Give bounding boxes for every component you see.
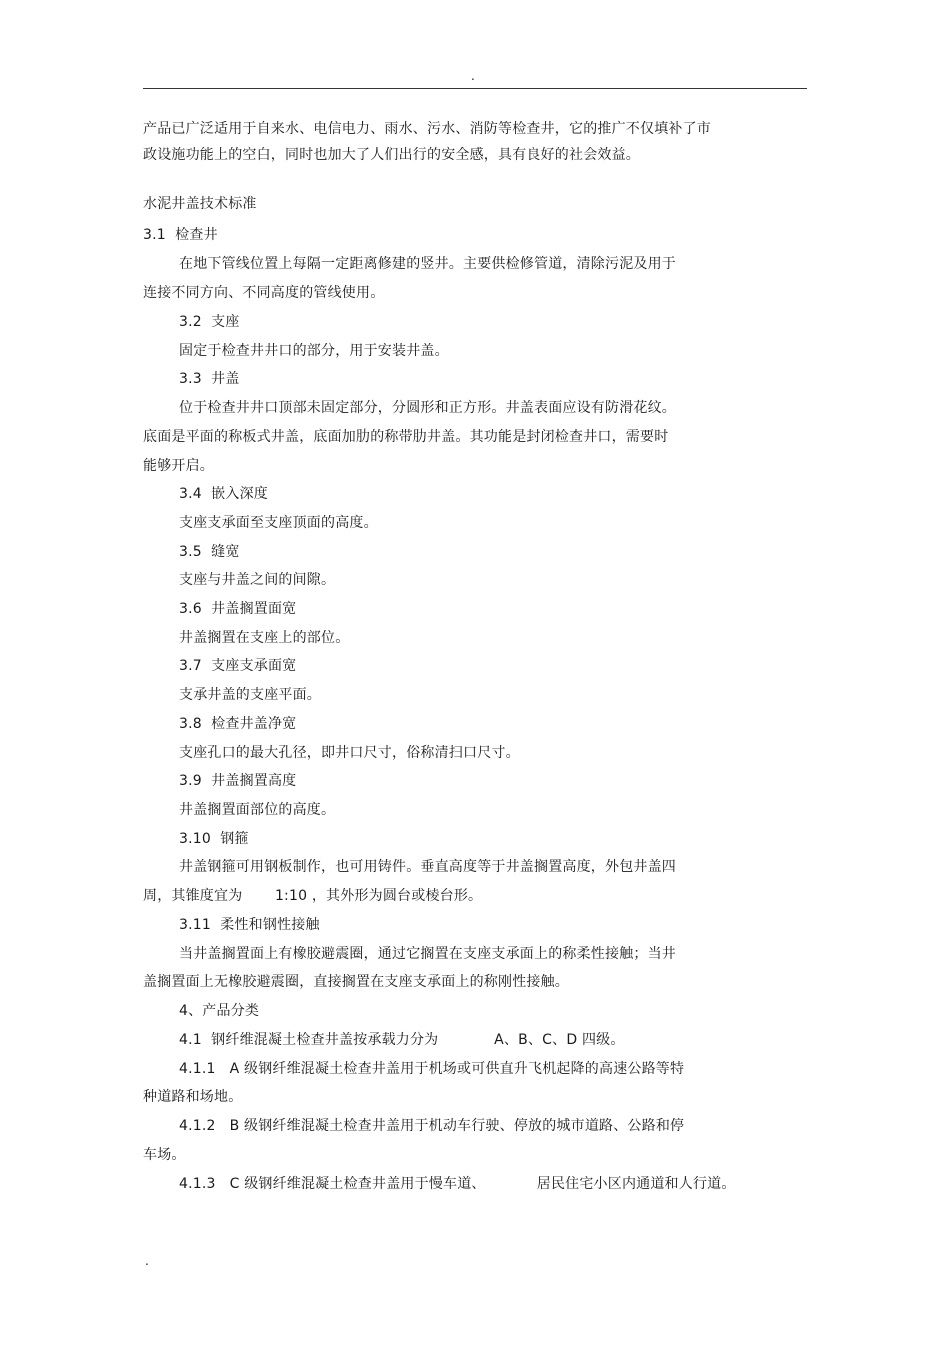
text-line: 井盖搁置面部位的高度。 <box>179 802 336 818</box>
section-heading: 4、产品分类 <box>179 1003 260 1019</box>
clause-heading: 3.7 支座支承面宽 <box>179 658 297 674</box>
text-line: 井盖搁置在支座上的部位。 <box>179 630 350 646</box>
clause-heading: 3.5 缝宽 <box>179 544 240 560</box>
text-line: 盖搁置面上无橡胶避震圈，直接搁置在支座支承面上的称刚性接触。 <box>143 974 569 990</box>
clause-heading: 3.10 钢箍 <box>179 831 249 847</box>
text-line: 底面是平面的称板式井盖，底面加肋的称带肋井盖。其功能是封闭检查井口，需要时 <box>143 429 669 445</box>
clause-heading: 3.3 井盖 <box>179 371 240 387</box>
footer-mark: . <box>145 1254 149 1268</box>
text-line: 连接不同方向、不同高度的管线使用。 <box>143 285 385 301</box>
text-line: 固定于检查井井口的部分，用于安装井盖。 <box>179 343 449 359</box>
clause-heading: 3.2 支座 <box>179 314 240 330</box>
text-line: 位于检查井井口顶部未固定部分，分圆形和正方形。井盖表面应设有防滑花纹。 <box>179 400 676 416</box>
clause-heading: 3.8 检查井盖净宽 <box>179 716 297 732</box>
header-rule <box>143 88 807 89</box>
clause-heading: 3.1 检查井 <box>143 227 218 243</box>
clause-heading: 3.4 嵌入深度 <box>179 486 268 502</box>
text-line: 车场。 <box>143 1147 186 1163</box>
clause-heading: 3.9 井盖搁置高度 <box>179 773 297 789</box>
text-line: 支座支承面至支座顶面的高度。 <box>179 515 378 531</box>
text-line: 井盖钢箍可用钢板制作，也可用铸件。垂直高度等于井盖搁置高度，外包井盖四 <box>179 859 676 875</box>
text-line: 种道路和场地。 <box>143 1089 243 1105</box>
text-line: 支座孔口的最大孔径，即井口尺寸，俗称清扫口尺寸。 <box>179 745 520 761</box>
text-line: 支座与井盖之间的间隙。 <box>179 572 336 588</box>
clause-heading: 3.6 井盖搁置面宽 <box>179 601 297 617</box>
text-line: 产品已广泛适用于自来水、电信电力、雨水、污水、消防等检查井，它的推广不仅填补了市 <box>143 121 711 137</box>
clause-heading: 3.11 柔性和钢性接触 <box>179 917 320 933</box>
text-line: 4.1.1 A 级钢纤维混凝土检查井盖用于机场或可供直升飞机起降的高速公路等特 <box>179 1061 685 1077</box>
text-line: 4.1.2 B 级钢纤维混凝土检查井盖用于机动车行驶、停放的城市道路、公路和停 <box>179 1118 685 1134</box>
text-line: 在地下管线位置上每隔一定距离修建的竖井。主要供检修管道，清除污泥及用于 <box>179 256 676 272</box>
text-line: 4.1 钢纤维混凝土检查井盖按承载力分为 A、B、C、D 四级。 <box>179 1032 625 1048</box>
text-line: 支承井盖的支座平面。 <box>179 687 321 703</box>
text-line: 政设施功能上的空白，同时也加大了人们出行的安全感，具有良好的社会效益。 <box>143 147 640 163</box>
text-line: 周，其锥度宜为 1:10 ，其外形为圆台或棱台形。 <box>143 888 483 904</box>
text-line: 4.1.3 C 级钢纤维混凝土检查井盖用于慢车道、 居民住宅小区内通道和人行道。 <box>179 1176 736 1192</box>
header-mark: . <box>471 69 475 83</box>
section-heading: 水泥井盖技术标准 <box>143 196 257 212</box>
text-line: 当井盖搁置面上有橡胶避震圈，通过它搁置在支座支承面上的称柔性接触；当井 <box>179 946 676 962</box>
text-line: 能够开启。 <box>143 458 214 474</box>
